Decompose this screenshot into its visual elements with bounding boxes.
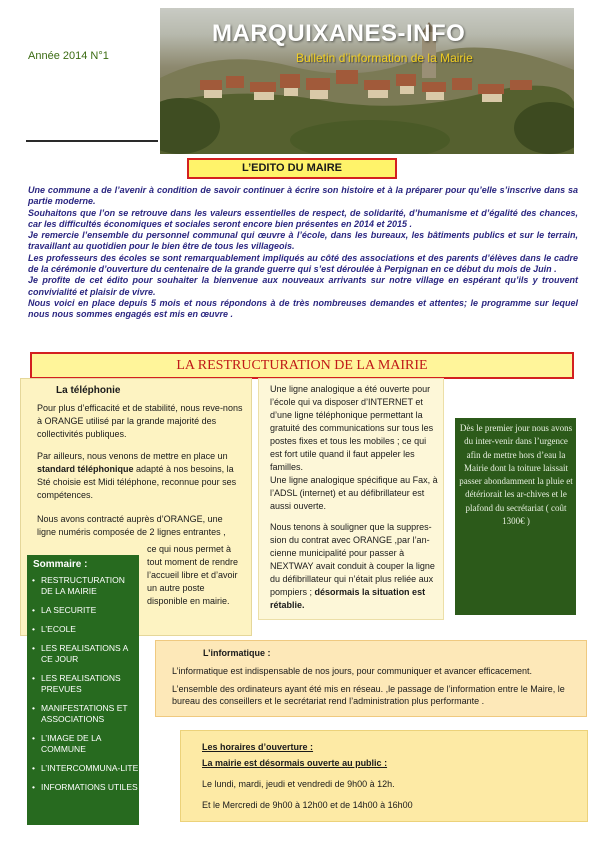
horaires-heading: Les horaires d’ouverture : <box>202 742 314 752</box>
table-of-contents <box>27 555 139 825</box>
telephonie-paragraph <box>37 450 243 502</box>
text-run: Par ailleurs, nous venons de mettre en place un <box>37 451 228 461</box>
sommaire-list <box>27 575 139 801</box>
sommaire-item <box>27 575 139 597</box>
sommaire-item-label: L’ECOLE <box>41 624 76 634</box>
edito-paragraph: Je remercie l’ensemble du personnel communal qui œuvre à l’école, dans les bureaux, les bâtiments publics et sur le terrain, travaillant au quotidien pour le bien être de tous les villageois. <box>28 230 578 252</box>
sommaire-title: Sommaire : <box>33 559 88 570</box>
horaires-subheading: La mairie est désormais ouverte au public : <box>202 758 388 768</box>
sommaire-item-label: MANIFESTATIONS ET ASSOCIATIONS <box>41 703 128 724</box>
sommaire-item-label: LES REALISATIONS PREVUES <box>41 673 121 694</box>
bullet-icon: • <box>32 575 35 585</box>
sommaire-item <box>27 643 139 665</box>
bullet-icon: • <box>32 673 35 683</box>
telephonie-paragraph: Nous avons contracté auprès d’ORANGE, une ligne numéris composée de 2 lignes entrantes , <box>37 514 226 537</box>
text-run: Nous tenons à souligner que la suppres-sion du contrat avec ORANGE ,par l’an-cienne municipalité pour passer à NEXTWAY avait conduit à couper la ligne du défibrillateur qui n’était plus reliée aux pompiers ; <box>270 522 435 597</box>
bullet-icon: • <box>32 763 35 773</box>
sommaire-item <box>27 673 139 695</box>
section-title: LA RESTRUCTURATION DE LA MAIRIE <box>30 352 574 379</box>
text-emphasis: désormais la situation est rétablie. <box>270 587 426 610</box>
sommaire-item <box>27 605 139 616</box>
edito-title: L’EDITO DU MAIRE <box>187 158 397 179</box>
informatique-paragraph: L’informatique est indispensable de nos jours, pour communiquer et avancer efficacement. <box>172 666 533 676</box>
toiture-panel <box>455 418 576 615</box>
edito-paragraph: Je profite de cet édito pour souhaiter la bienvenue aux nouveaux arrivants sur notre village en espérant qu’ils y trouvent convivialité et plaisir de vivre. <box>28 275 578 297</box>
bullet-icon: • <box>32 624 35 634</box>
text-emphasis: standard téléphonique <box>37 464 134 474</box>
edito-paragraph: Souhaitons que l’on se retrouve dans les valeurs essentielles de respect, de solidarité, d’humanisme et d’égalité des chances, car les difficultés économiques et sociales seront encore bien présentes en 2014 et 2015 . <box>28 207 578 229</box>
text-run: adapté à nos besoins, la Sté choisie est Midi téléphone, reconnue pour ses compétences. <box>37 464 237 500</box>
sommaire-item-label: LES REALISATIONS A CE JOUR <box>41 643 128 664</box>
bullet-icon: • <box>32 643 35 653</box>
lignes-paragraph: Une ligne analogique a été ouverte pour l’école qui va disposer d’INTERNET et d’une ligne téléphonique permettant la gratuité des communications sur tous les postes fixes et tous les mobiles ; ce qui est fort utile quand il faut appeler les familles. <box>270 384 434 472</box>
telephonie-paragraph: Pour plus d’efficacité et de stabilité, nous reve-nons à ORANGE utilisé par la grande majorité des collectivités publiques. <box>37 403 243 439</box>
telephonie-paragraph: ce qui nous permet à tout moment de rendre l’accueil libre et d’avoir un autre poste disponible en mairie. <box>147 544 239 606</box>
edito-paragraph: Une commune a de l’avenir à condition de savoir continuer à écrire son histoire et à la préparer pour qu’elle s’inscrive dans sa partie moderne. <box>28 185 578 207</box>
informatique-paragraph: L’ensemble des ordinateurs ayant été mis en réseau. ,le passage de l’information entre le Maire, le bureau des conseillers et le secrétariat rend l’administration plus performante . <box>172 684 565 706</box>
header-rule <box>26 140 158 142</box>
sommaire-item <box>27 763 139 774</box>
bullet-icon: • <box>32 605 35 615</box>
sommaire-item-label: RESTRUCTURATION DE LA MAIRIE <box>41 575 125 596</box>
horaires-line: Et le Mercredi de 9h00 à 12h00 et de 14h00 à 16h00 <box>202 800 413 810</box>
sommaire-item <box>27 703 139 725</box>
lignes-paragraph <box>270 521 440 612</box>
bullet-icon: • <box>32 782 35 792</box>
newsletter-title: MARQUIXANES-INFO <box>212 20 466 47</box>
sommaire-item <box>27 733 139 755</box>
edito-paragraph: Les professeurs des écoles se sont remarquablement impliqués au côté des associations et des parents d’élèves dans le cadre de la cérémonie d’ouverture du centenaire de la grande guerre qui s’est déroulée à Perpignan en ce début du mois de Juin . <box>28 252 578 275</box>
sommaire-item <box>27 624 139 635</box>
lignes-paragraph: Une ligne analogique spécifique au Fax, à l’ADSL (internet) et au défibrillateur est aussi ouverte. <box>270 475 438 511</box>
telephonie-heading: La téléphonie <box>56 385 121 396</box>
issue-number: Année 2014 N°1 <box>28 50 109 62</box>
edito-body <box>28 185 578 321</box>
horaires-line: Le lundi, mardi, jeudi et vendredi de 9h00 à 12h. <box>202 779 395 789</box>
sommaire-item-label: INFORMATIONS UTILES <box>41 782 138 792</box>
sommaire-item-label: L’INTERCOMMUNA-LITE <box>41 763 139 773</box>
informatique-heading: L’informatique : <box>203 648 271 658</box>
bullet-icon: • <box>32 703 35 713</box>
newsletter-subtitle: Bulletin d’information de la Mairie <box>296 51 473 65</box>
sommaire-item <box>27 782 139 793</box>
toiture-text: Dès le premier jour nous avons du inter-venir dans l’urgence afin de mettre hors d’eau la Mairie dont la toiture laissait passer abondamment la pluie et détériorait les ar-chives et le plafond du secrétariat ( coût 1300€ ) <box>459 423 573 527</box>
edito-paragraph: Nous voici en place depuis 5 mois et nous répondons à de très nombreuses demandes et attentes; le programme sur lequel nous nous sommes engagés est mis en œuvre . <box>28 297 578 320</box>
sommaire-item-label: LA SECURITE <box>41 605 97 615</box>
bullet-icon: • <box>32 733 35 743</box>
sommaire-item-label: L’IMAGE DE LA COMMUNE <box>41 733 101 754</box>
